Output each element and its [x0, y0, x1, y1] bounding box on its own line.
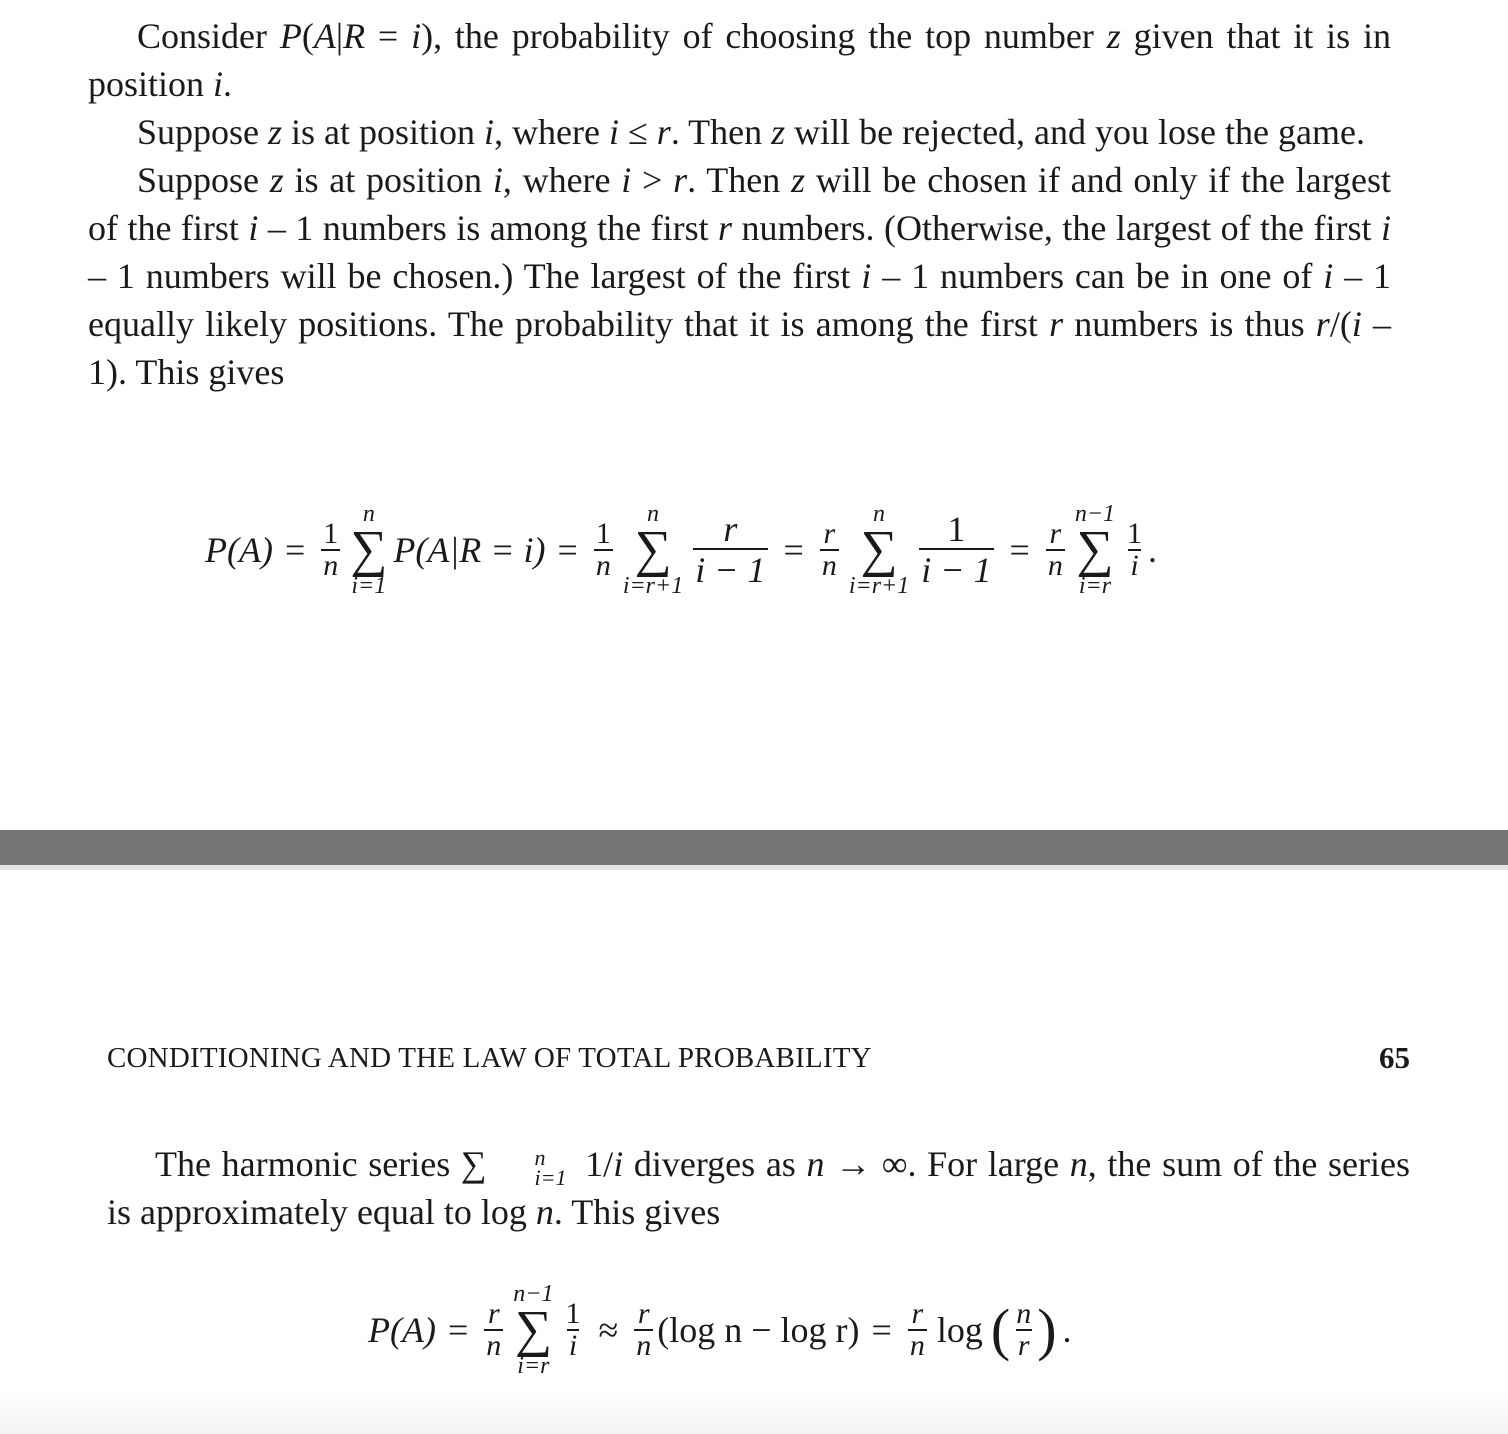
eq2-frac-r-over-n [484, 1299, 503, 1361]
text: – 1 numbers is among the first [258, 208, 719, 248]
text: diverges as [623, 1144, 807, 1184]
eq1-frac-1-over-i-minus-1 [919, 510, 993, 590]
text: ≤ [619, 112, 657, 152]
text: – 1 numbers can be in one of [871, 256, 1324, 296]
inline-sum-limits [487, 1144, 567, 1190]
text: is at position [282, 112, 485, 152]
eq1-equals: = [284, 530, 306, 570]
sum-lower: i=r+1 [622, 573, 684, 599]
text: = [365, 16, 412, 56]
eq1-sum-3 [849, 500, 909, 600]
sigma-symbol: ∑ [860, 521, 898, 578]
text: ), the probability of choosing the top number [421, 16, 1107, 56]
sum-lower: i=r [1078, 573, 1112, 599]
math: i [609, 112, 620, 152]
eq2-frac-r-over-n [634, 1299, 653, 1361]
math: z [1106, 16, 1121, 56]
eq2-frac-r-over-n [908, 1299, 927, 1361]
math: i [213, 64, 224, 104]
text: → ∞. For large [824, 1144, 1070, 1184]
math: i [621, 160, 632, 200]
math: z [268, 112, 283, 152]
equation-1 [205, 500, 1157, 600]
text: will be chosen if and only if the largest of the first [88, 160, 1391, 248]
eq1-conditional-term: P(A|R = i) [393, 530, 546, 570]
paragraph-1 [88, 12, 1391, 108]
text: . Then [670, 112, 772, 152]
frac-den: n [909, 1329, 925, 1362]
math: i [861, 256, 872, 296]
frac-num: r [637, 1297, 650, 1330]
eq1-frac-1-over-n [594, 519, 613, 581]
math: i [411, 16, 422, 56]
eq2-period: . [1062, 1310, 1072, 1350]
math: P [279, 16, 302, 56]
frac-num: 1 [323, 517, 339, 550]
running-head: CONDITIONING AND THE LAW OF TOTAL PROBABILITY [107, 1042, 872, 1074]
frac-num: 1 [565, 1297, 581, 1330]
text: – 1). This gives [88, 304, 1391, 392]
eq1-frac-1-over-i [1125, 519, 1144, 581]
math: R [343, 16, 366, 56]
text: , where [494, 112, 610, 152]
eq2-equals: = [447, 1310, 469, 1350]
body-text-top [88, 12, 1391, 396]
math: A [313, 16, 336, 56]
frac-num: r [487, 1297, 500, 1330]
frac-den: n [636, 1329, 652, 1362]
frac-den: n [595, 549, 611, 582]
frac-num: n [1016, 1297, 1032, 1330]
page-number: 65 [1379, 1040, 1410, 1075]
text: The harmonic series [155, 1144, 461, 1184]
paragraph-2 [88, 108, 1391, 156]
sum-upper: n−1 [1074, 501, 1116, 527]
math: i [1380, 208, 1391, 248]
eq1-equals: = [557, 530, 578, 570]
text: – 1 equally likely positions. The probability that it is among the first [88, 256, 1391, 344]
sum-upper: n−1 [513, 1281, 554, 1307]
eq1-sum-4 [1075, 500, 1115, 600]
math: r [673, 160, 688, 200]
text: , where [502, 160, 622, 200]
frac-num: r [823, 517, 836, 550]
sum-upper: n [647, 501, 660, 527]
eq1-sum-1 [350, 500, 387, 600]
frac-num: r [1049, 517, 1062, 550]
eq2-log: log [936, 1310, 983, 1350]
body-text-bottom [107, 1140, 1410, 1236]
math: n [535, 1192, 554, 1232]
text: 1/ [574, 1144, 614, 1184]
eq1-lhs: P(A) [205, 530, 273, 570]
eq1-frac-r-over-n [1046, 519, 1065, 581]
frac-num: r [911, 1297, 924, 1330]
frac-den: i [1130, 549, 1139, 582]
eq2-right-paren: ) [1037, 1297, 1057, 1362]
eq2-sum [513, 1280, 553, 1380]
frac-num: 1 [595, 517, 611, 550]
text: . [223, 64, 233, 104]
frac-den: r [1017, 1329, 1030, 1362]
frac-num: 1 [1127, 517, 1143, 550]
sum-sub: i=1 [534, 1164, 567, 1190]
math: z [269, 160, 284, 200]
eq2-approx: ≈ [598, 1310, 619, 1350]
sum-lower: i=r [517, 1353, 550, 1379]
math: n [1069, 1144, 1088, 1184]
math: r [656, 112, 671, 152]
math: i [492, 160, 503, 200]
math: z [771, 112, 786, 152]
frac-den: i [568, 1329, 578, 1362]
text: . This gives [553, 1192, 721, 1232]
math: i [1323, 256, 1334, 296]
math: r [1315, 304, 1330, 344]
text: is at position [283, 160, 493, 200]
text: Suppose [137, 160, 270, 200]
text: . Then [687, 160, 791, 200]
sum-lower: i=1 [351, 573, 387, 599]
sigma-symbol: ∑ [634, 521, 672, 578]
page-divider [0, 830, 1508, 865]
math: z [790, 160, 805, 200]
eq2-lhs: P(A) [368, 1310, 436, 1350]
text: – 1 numbers will be chosen.) The largest of the first [88, 256, 862, 296]
frac-num: r [723, 509, 738, 549]
equation-2 [368, 1280, 1072, 1380]
text: , the sum of the series is approximately equal to log [107, 1144, 1410, 1232]
frac-den: n [323, 549, 339, 582]
text: ( [301, 16, 314, 56]
sigma-symbol: ∑ [514, 1301, 552, 1358]
text: numbers. (Otherwise, the largest of the first [732, 208, 1381, 248]
sum-sup: n [534, 1144, 546, 1170]
eq1-frac-1-over-n [321, 519, 340, 581]
math: i [613, 1144, 624, 1184]
text: Suppose [137, 112, 269, 152]
eq1-frac-r-over-n [820, 519, 839, 581]
text: Consider [137, 16, 280, 56]
eq1-frac-r-over-i-minus-1 [693, 510, 767, 590]
frac-den: i − 1 [695, 550, 766, 590]
frac-den: n [486, 1329, 502, 1362]
eq2-log-difference: (log n − log r) [657, 1310, 860, 1350]
sum-upper: n [362, 501, 375, 527]
paragraph-harmonic [107, 1140, 1410, 1236]
math: i [248, 208, 259, 248]
frac-den: i − 1 [921, 550, 992, 590]
eq2-frac-1-over-i [563, 1299, 582, 1361]
math: i [1351, 304, 1362, 344]
sum-upper: n [873, 501, 886, 527]
eq2-equals: = [871, 1310, 892, 1350]
math: i [484, 112, 495, 152]
frac-den: n [1047, 549, 1063, 582]
text: /( [1329, 304, 1352, 344]
sum-lower: i=r+1 [848, 573, 910, 599]
eq1-period: . [1148, 530, 1158, 570]
eq1-sum-2 [623, 500, 683, 600]
math: n [806, 1144, 825, 1184]
paragraph-3 [88, 156, 1391, 396]
sigma-symbol: ∑ [350, 521, 388, 578]
frac-den: n [821, 549, 837, 582]
inline-sigma: ∑ [460, 1144, 487, 1184]
text: > [631, 160, 674, 200]
text: given that it is in position [88, 16, 1391, 104]
eq2-left-paren: ( [990, 1297, 1011, 1362]
math: r [1049, 304, 1064, 344]
math: r [718, 208, 733, 248]
sigma-symbol: ∑ [1076, 521, 1114, 578]
text: | [335, 16, 344, 56]
text: numbers is thus [1063, 304, 1316, 344]
eq1-equals: = [783, 530, 804, 570]
frac-num: 1 [947, 509, 966, 549]
text: will be rejected, and you lose the game. [785, 112, 1365, 152]
eq1-equals: = [1009, 530, 1030, 570]
eq2-frac-n-over-r [1014, 1299, 1033, 1361]
